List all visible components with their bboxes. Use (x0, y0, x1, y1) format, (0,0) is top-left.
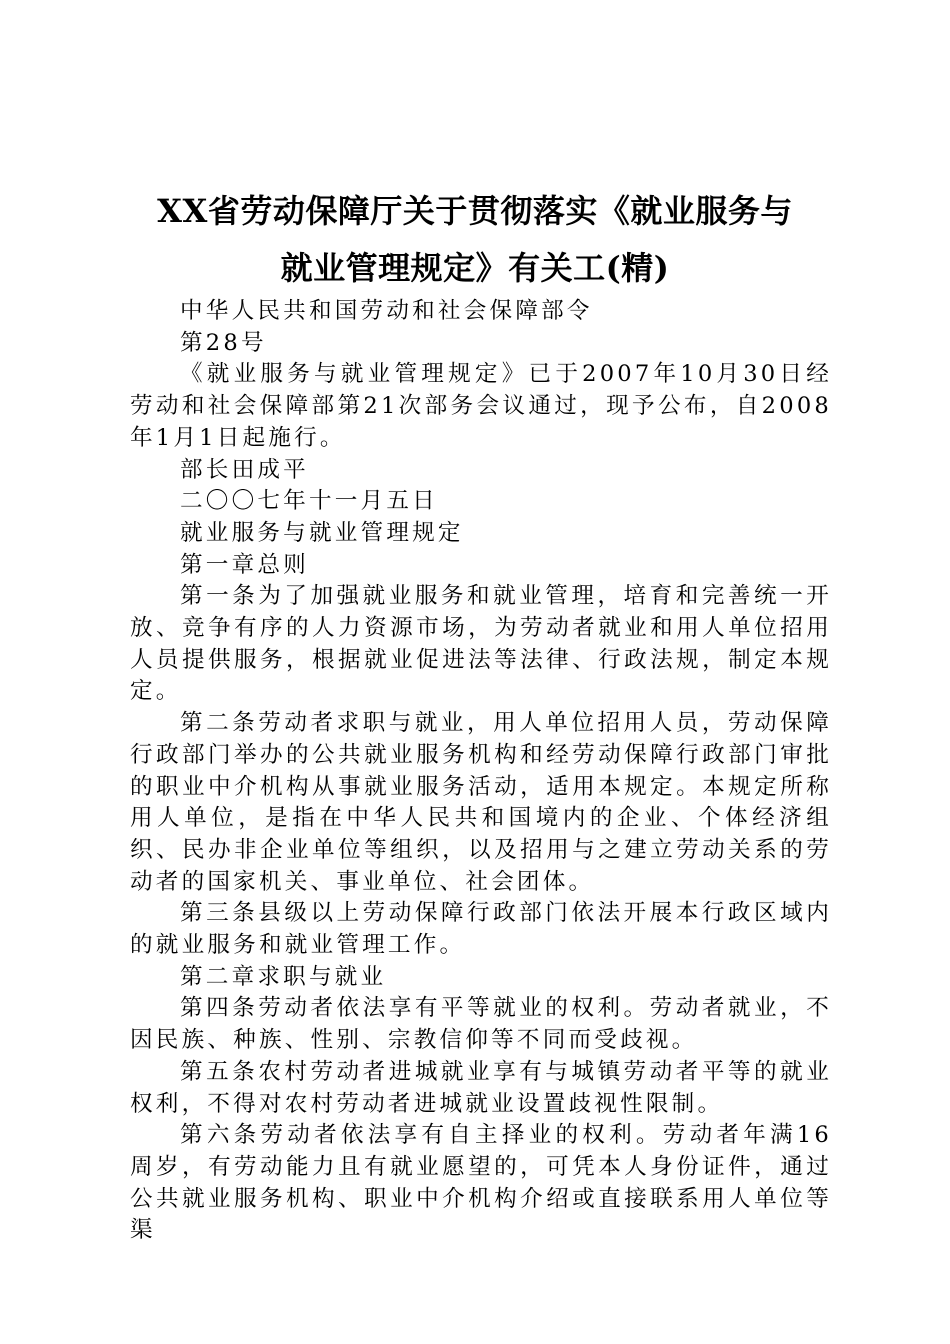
paragraph-decree-issuer: 中华人民共和国劳动和社会保障部令 (180, 298, 593, 324)
article-paragraph: 第三条县级以上劳动保障行政部门依法开展本行政区域内的就业服务和就业管理工作。 (130, 900, 832, 959)
paragraph-date: 二〇〇七年十一月五日 (180, 488, 438, 515)
chapter-heading: 第二章求职与就业 (180, 963, 387, 990)
title-line-1: XX省劳动保障厅关于贯彻落实《就业服务与 (157, 192, 793, 230)
article-paragraph: 第四条劳动者依法享有平等就业的权利。劳动者就业，不因民族、种族、性别、宗教信仰等不同而受歧视。 (130, 995, 832, 1054)
paragraph-announcement: 《就业服务与就业管理规定》已于2007年10月30日经劳动和社会保障部第21次部务会议通过，现予公布，自2008年1月1日起施行。 (130, 361, 832, 451)
paragraph-minister: 部长田成平 (180, 456, 309, 483)
article-paragraph: 第二条劳动者求职与就业，用人单位招用人员，劳动保障行政部门举办的公共就业服务机构和经劳动保障行政部门审批的职业中介机构从事就业服务活动，适用本规定。本规定所称用人单位，是指在中华人民共和国境内的企业、个体经济组织、民办非企业单位等组织，以及招用与之建立劳动关系的劳动者的国家机关、事业单位、社会团体。 (130, 710, 832, 895)
article-paragraph: 第五条农村劳动者进城就业享有与城镇劳动者平等的就业权利，不得对农村劳动者进城就业设置歧视性限制。 (130, 1058, 832, 1117)
article-paragraph: 第一条为了加强就业服务和就业管理，培育和完善统一开放、竞争有序的人力资源市场，为劳动者就业和用人单位招用人员提供服务，根据就业促进法等法律、行政法规，制定本规定。 (130, 583, 832, 705)
title-line-2: 就业管理规定》有关工(精) (280, 249, 670, 287)
document-body (130, 296, 832, 1247)
chapter-heading: 第一章总则 (180, 551, 309, 578)
article-paragraph: 第六条劳动者依法享有自主择业的权利。劳动者年满16周岁，有劳动能力且有就业愿望的，可凭本人身份证件，通过公共就业服务机构、职业中介机构介绍或直接联系用人单位等渠 (130, 1122, 832, 1244)
paragraph-regulation-title: 就业服务与就业管理规定 (180, 519, 464, 546)
document-title (120, 183, 830, 297)
paragraph-decree-number: 第28号 (180, 329, 267, 356)
